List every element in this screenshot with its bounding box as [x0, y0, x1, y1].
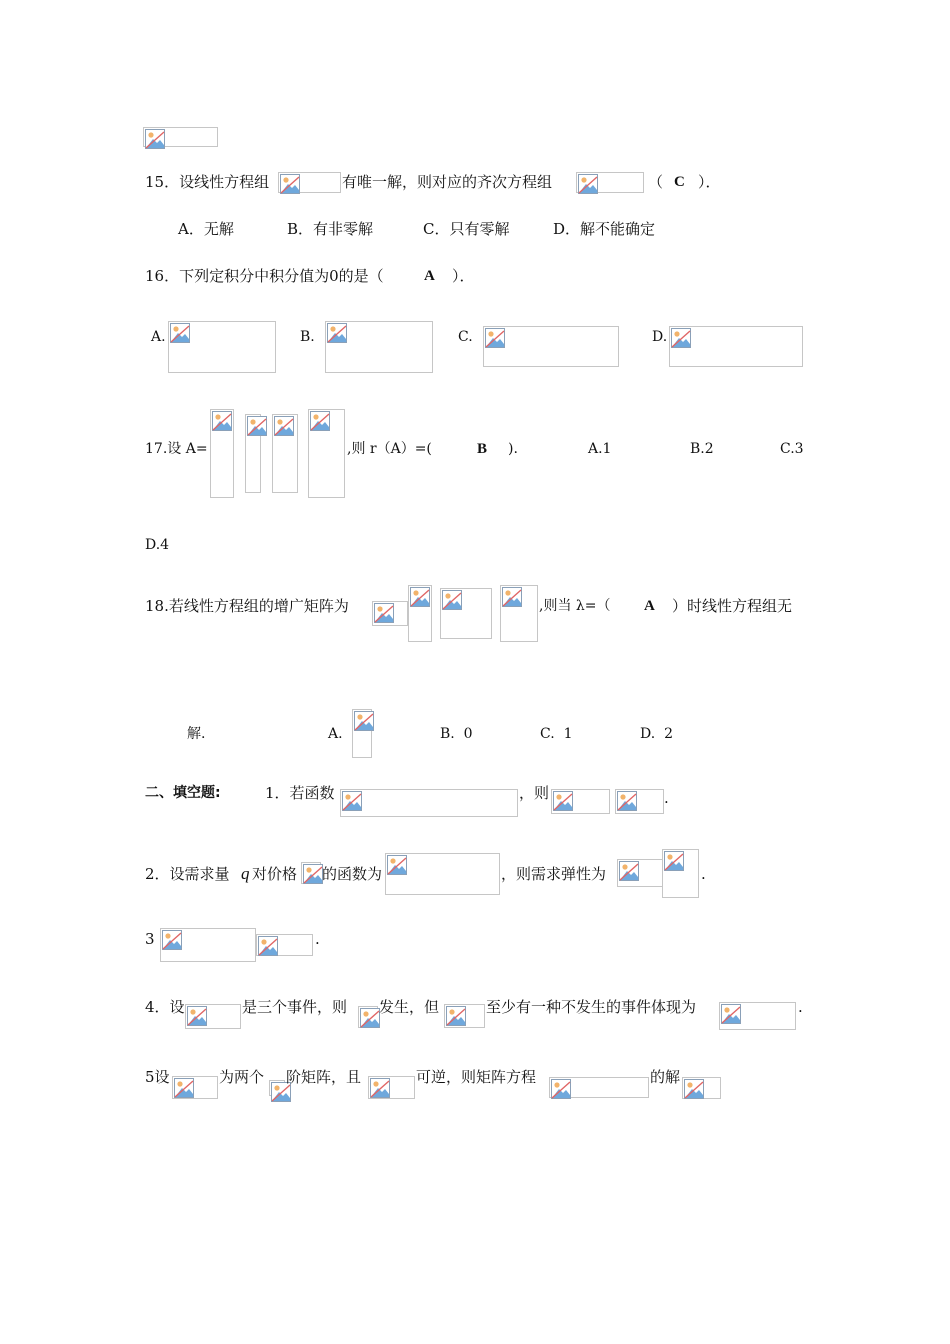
- q15-paren-close: ）．: [698, 173, 721, 191]
- fill-q1-end: .: [664, 789, 669, 807]
- image-placeholder: [143, 127, 218, 147]
- image-placeholder: [385, 853, 500, 895]
- image-placeholder: [615, 789, 664, 814]
- fill-q2-mid3: ，则需求弹性为: [501, 865, 607, 883]
- fill-q2-mid2: 的函数为: [322, 865, 383, 883]
- image-placeholder: [185, 1004, 241, 1029]
- fill-q5-mid3: 可逆，则矩阵方程: [416, 1068, 537, 1086]
- q17-prefix: 17.设 A=: [145, 441, 208, 457]
- image-placeholder: [719, 1002, 796, 1030]
- q17-option-d: D.4: [145, 537, 170, 553]
- image-placeholder: [160, 928, 256, 962]
- image-placeholder: [500, 585, 538, 642]
- image-placeholder: [483, 326, 619, 367]
- image-placeholder: [444, 1004, 485, 1028]
- q17-suffix: ).: [508, 441, 518, 457]
- fill-q3-prefix: 3: [145, 930, 155, 948]
- image-placeholder: [576, 172, 644, 193]
- q18-option-b: B. 0: [440, 726, 473, 742]
- q15-option-c: C．只有零解: [423, 220, 510, 238]
- image-placeholder: [269, 1080, 285, 1096]
- image-placeholder: [372, 601, 408, 626]
- q15-paren-open: （: [648, 173, 664, 191]
- q16-label-a: A.: [151, 329, 166, 345]
- image-placeholder: [669, 326, 803, 367]
- image-placeholder: [245, 414, 261, 493]
- q16-label-d: D.: [652, 329, 668, 345]
- fill-q5-mid2: 阶矩阵，且: [286, 1068, 362, 1086]
- fill-q3-end: .: [315, 930, 320, 948]
- image-placeholder: [210, 409, 234, 498]
- fill-q4-end: .: [798, 998, 803, 1016]
- image-placeholder: [301, 862, 321, 884]
- q16-label-b: B.: [300, 329, 315, 345]
- q15-option-a: A．无解: [178, 220, 234, 238]
- q18-suffix: ）时线性方程组无: [672, 597, 793, 615]
- fill-q5-prefix: 5设: [145, 1068, 170, 1086]
- image-placeholder: [352, 709, 372, 758]
- q15-mid: 有唯一解，则对应的齐次方程组: [342, 173, 553, 191]
- image-placeholder: [440, 588, 492, 639]
- q16-label-c: C.: [458, 329, 473, 345]
- image-placeholder: [308, 409, 345, 498]
- fill-q2-prefix: 2．设需求量: [145, 865, 230, 883]
- fill-q2-end: .: [701, 865, 706, 883]
- q18-answer: A: [644, 598, 655, 614]
- image-placeholder: [368, 1076, 415, 1099]
- image-placeholder: [358, 1006, 378, 1028]
- q16-prefix: 16．下列定积分中积分值为0的是（: [145, 267, 384, 285]
- fill-q4-mid1: 是三个事件，则: [242, 998, 348, 1016]
- q15-prefix: 15．设线性方程组: [145, 173, 270, 191]
- image-placeholder: [272, 414, 298, 493]
- fill-q4-prefix: 4．设: [145, 998, 185, 1016]
- fill-q4-mid3: 至少有一种不发生的事件体现为: [486, 998, 697, 1016]
- q18-option-a: A.: [328, 726, 343, 742]
- q18-line2: 解.: [187, 726, 206, 742]
- image-placeholder: [662, 849, 699, 898]
- q15-answer: C: [674, 174, 685, 190]
- image-placeholder: [256, 934, 313, 956]
- q16-answer: A: [424, 268, 435, 284]
- image-placeholder: [168, 321, 276, 373]
- fill-q5-mid1: 为两个: [219, 1068, 265, 1086]
- fill-q1-mid: ，则: [519, 784, 550, 802]
- q17-option-c: C.3: [780, 441, 804, 457]
- q18-mid: ,则当 λ=（: [539, 598, 611, 614]
- image-placeholder: [549, 1077, 649, 1098]
- q18-option-d: D. 2: [640, 726, 673, 742]
- fill-q2-var: q: [241, 864, 250, 883]
- q15-option-d: D．解不能确定: [553, 220, 656, 238]
- q16-suffix: ）．: [452, 267, 475, 285]
- image-placeholder: [278, 172, 341, 193]
- section-heading: 二、填空题:: [145, 785, 221, 801]
- image-placeholder: [325, 321, 433, 373]
- fill-q5-mid4: 的解: [650, 1068, 681, 1086]
- image-placeholder: [340, 789, 518, 817]
- q17-option-b: B.2: [690, 441, 714, 457]
- q17-option-a: A.1: [588, 441, 612, 457]
- q18-prefix: 18.若线性方程组的增广矩阵为: [145, 597, 349, 615]
- q15-option-b: B．有非零解: [287, 220, 374, 238]
- fill-q2-mid1: 对价格: [252, 865, 298, 883]
- image-placeholder: [682, 1077, 721, 1099]
- fill-q1-prefix: 1．若函数: [265, 784, 335, 802]
- q18-option-c: C. 1: [540, 726, 573, 742]
- image-placeholder: [551, 789, 610, 814]
- q17-answer: B: [477, 441, 488, 457]
- fill-q4-mid2: 发生，但: [379, 998, 440, 1016]
- q17-mid: ,则 r（A）=(: [347, 441, 432, 457]
- image-placeholder: [617, 859, 663, 887]
- image-placeholder: [408, 585, 432, 642]
- image-placeholder: [172, 1076, 218, 1099]
